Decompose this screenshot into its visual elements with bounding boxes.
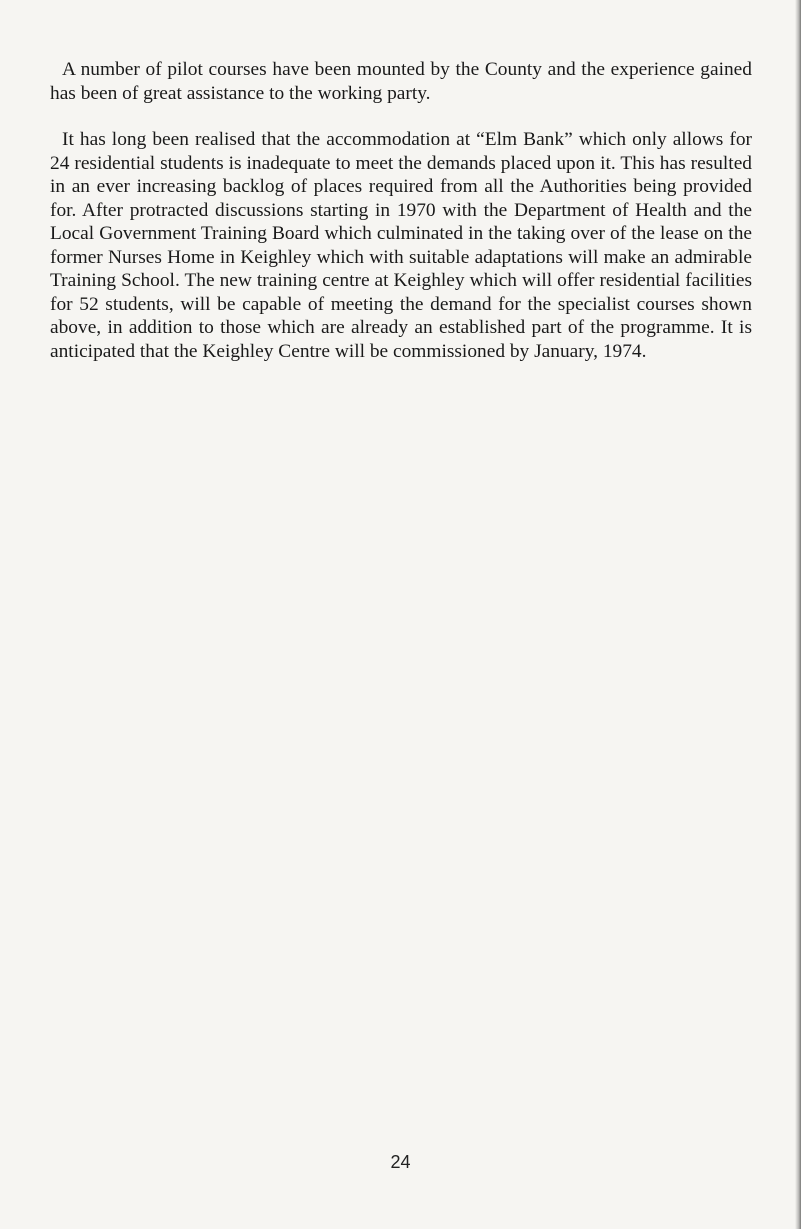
page-number: 24 xyxy=(390,1152,411,1172)
paragraph-pilot-courses: A number of pilot courses have been mounted by the County and the experience gained has been of great assistance to the working party. xyxy=(50,59,752,104)
paragraph-keighley-centre: It has long been realised that the accommodation at “Elm Bank” which only allows for 24 residential students is inadequate to meet the demands placed upon it. This has resulted in an ever increasing backlog of places required from all the Authorities being provided for. After protracted discussions starting in 1970 with the Department of Health and the Local Government Training Board which culminated in the taking over of the lease on the former Nurses Home in Keighley which with suitable adaptations will make an admirable Training School. The new training centre at Keighley which will offer residential facilities for 52 students, will be capable of meeting the demand for the specialist courses shown above, in addition to those which are already an established part of the programme. It is anticipated that the Keighley Centre will be commissioned by January, 1974. xyxy=(50,129,752,362)
page-edge-shadow xyxy=(795,0,801,1229)
